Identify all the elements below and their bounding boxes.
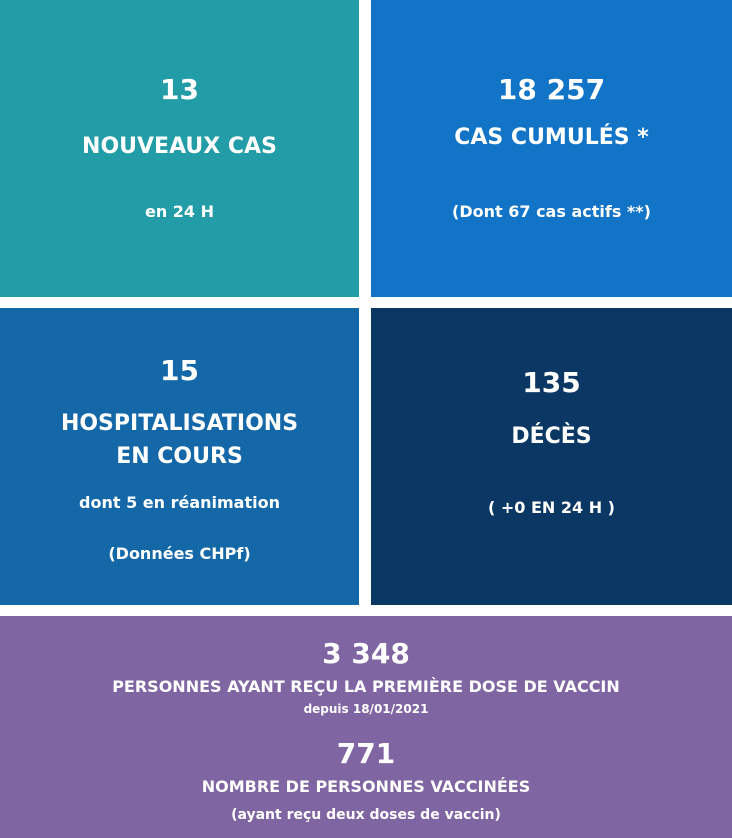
fully-vaccinated-value: 771 (336, 737, 396, 770)
deaths-tile (371, 308, 732, 605)
deaths-note: ( +0 EN 24 H ) (488, 498, 615, 517)
new-cases-tile (0, 0, 359, 297)
cumulative-cases-value: 18 257 (497, 73, 606, 106)
fully-vaccinated-note: (ayant reçu deux doses de vaccin) (231, 807, 501, 823)
cumulative-cases-note: (Dont 67 cas actifs **) (452, 202, 651, 221)
hospitalisations-label-line2: EN COURS (116, 444, 243, 469)
new-cases-value: 13 (160, 73, 199, 106)
first-dose-since: depuis 18/01/2021 (303, 702, 429, 716)
data-source-note: (Données CHPf) (108, 544, 251, 563)
vaccination-tile (0, 616, 732, 838)
hospitalisations-value: 15 (160, 354, 199, 387)
cumulative-cases-tile (371, 0, 732, 297)
fully-vaccinated-label: NOMBRE DE PERSONNES VACCINÉES (201, 777, 531, 796)
hospitalisations-label-line1: HOSPITALISATIONS (60, 411, 299, 436)
icu-note: dont 5 en réanimation (79, 493, 280, 512)
first-dose-label: PERSONNES AYANT REÇU LA PREMIÈRE DOSE DE VACCIN (112, 677, 620, 696)
cumulative-cases-label: CAS CUMULÉS * (454, 125, 649, 150)
new-cases-label: NOUVEAUX CAS (82, 134, 277, 159)
deaths-label: DÉCÈS (511, 424, 592, 449)
new-cases-note: en 24 H (144, 202, 215, 221)
first-dose-value: 3 348 (322, 637, 410, 670)
deaths-value: 135 (522, 366, 581, 399)
hospitalisations-tile (0, 308, 359, 605)
